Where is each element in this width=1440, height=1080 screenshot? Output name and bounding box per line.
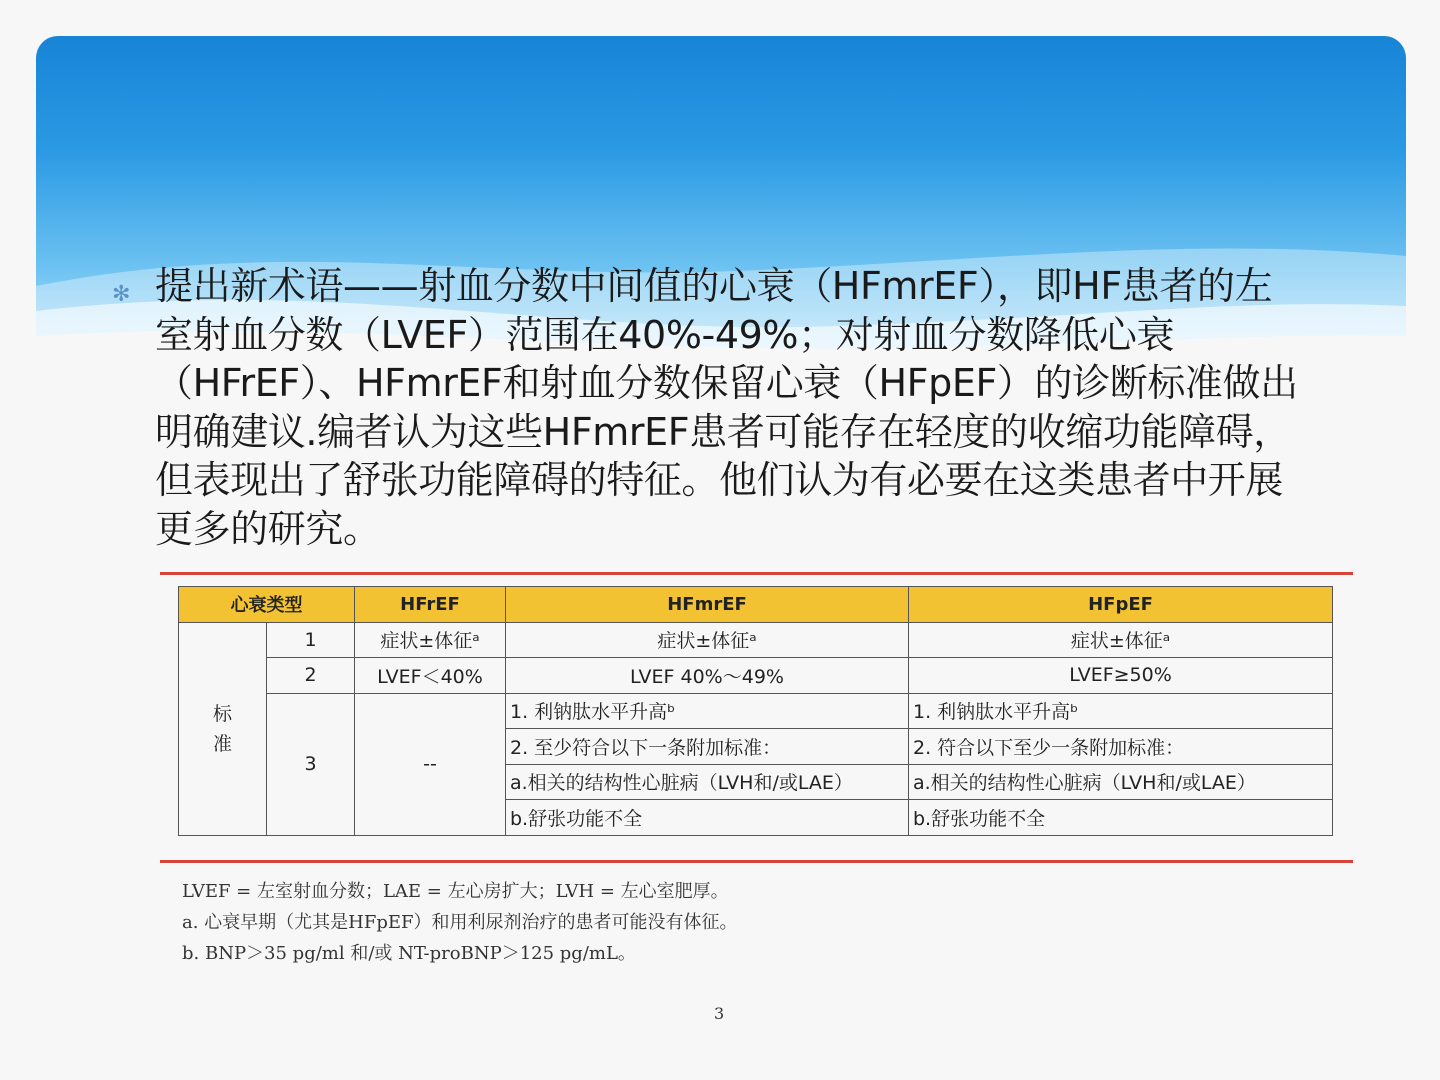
cell-hfref: 症状±体征ᵃ: [355, 622, 506, 658]
cell-hfpef: 1. 利钠肽水平升高ᵇ: [909, 693, 1333, 729]
main-text-line: 提出新术语——射血分数中间值的心衰（HFmrEF），即HF患者的左: [155, 264, 1273, 308]
main-text-line: 明确建议.编者认为这些HFmrEF患者可能存在轻度的收缩功能障碍，: [155, 409, 1291, 454]
table-top-rule: [160, 572, 1353, 575]
cell-hfref: LVEF＜40%: [355, 658, 506, 694]
cell-hfmref: b.舒张功能不全: [506, 800, 909, 836]
cell-hfmref: 症状±体征ᵃ: [506, 622, 909, 658]
cell-hfmref: 2. 至少符合以下一条附加标准：: [506, 729, 909, 765]
header-hfmref: HFmrEF: [506, 587, 909, 623]
cell-hfmref: LVEF 40%～49%: [506, 658, 909, 694]
header-hfpef: HFpEF: [909, 587, 1333, 623]
asterisk-bullet-icon: ✻: [112, 282, 131, 307]
footnote: LVEF = 左室射血分数；LAE = 左心房扩大；LVH = 左心室肥厚。: [182, 881, 729, 902]
page-number: 3: [714, 1004, 725, 1023]
criteria-label: [179, 622, 267, 835]
cell-hfpef: LVEF≥50%: [909, 658, 1333, 694]
cell-hfpef: b.舒张功能不全: [909, 800, 1333, 836]
table-row: [179, 658, 1333, 694]
criteria-label-char: 标: [212, 702, 232, 725]
cell-hfpef: a.相关的结构性心脏病（LVH和/或LAE）: [909, 764, 1333, 800]
criterion-number: 3: [267, 693, 355, 835]
cell-hfmref: 1. 利钠肽水平升高ᵇ: [506, 693, 909, 729]
criterion-number: 1: [267, 622, 355, 658]
main-text-line: 室射血分数（LVEF）范围在40%-49%；对射血分数降低心衰: [155, 312, 1175, 357]
cell-hfmref: a.相关的结构性心脏病（LVH和/或LAE）: [506, 764, 909, 800]
main-paragraph: [155, 262, 1390, 553]
criterion-number: 2: [267, 658, 355, 694]
main-text-line: （HFrEF）、HFmrEF和射血分数保留心衰（HFpEF）的诊断标准做出: [155, 361, 1298, 405]
diagnostic-criteria-table: [178, 586, 1333, 836]
table-row: [179, 622, 1333, 658]
cell-hfref: --: [355, 693, 506, 835]
main-text-line: 但表现出了舒张功能障碍的特征。他们认为有必要在这类患者中开展: [155, 458, 1284, 502]
header-hfref: HFrEF: [355, 587, 506, 623]
table-footnotes: [182, 876, 738, 969]
table-bottom-rule: [160, 860, 1353, 863]
header-hf-type: 心衰类型: [179, 587, 355, 623]
main-text-line: 更多的研究。: [155, 506, 381, 551]
criteria-label-char: 准: [212, 732, 232, 755]
cell-hfpef: 2. 符合以下至少一条附加标准：: [909, 729, 1333, 765]
footnote: b. BNP＞35 pg/ml 和/或 NT-proBNP＞125 pg/mL。: [182, 943, 636, 964]
footnote: a. 心衰早期（尤其是HFpEF）和用利尿剂治疗的患者可能没有体征。: [182, 912, 738, 933]
table-header-row: [179, 587, 1333, 623]
table-row: [179, 693, 1333, 729]
cell-hfpef: 症状±体征ᵃ: [909, 622, 1333, 658]
